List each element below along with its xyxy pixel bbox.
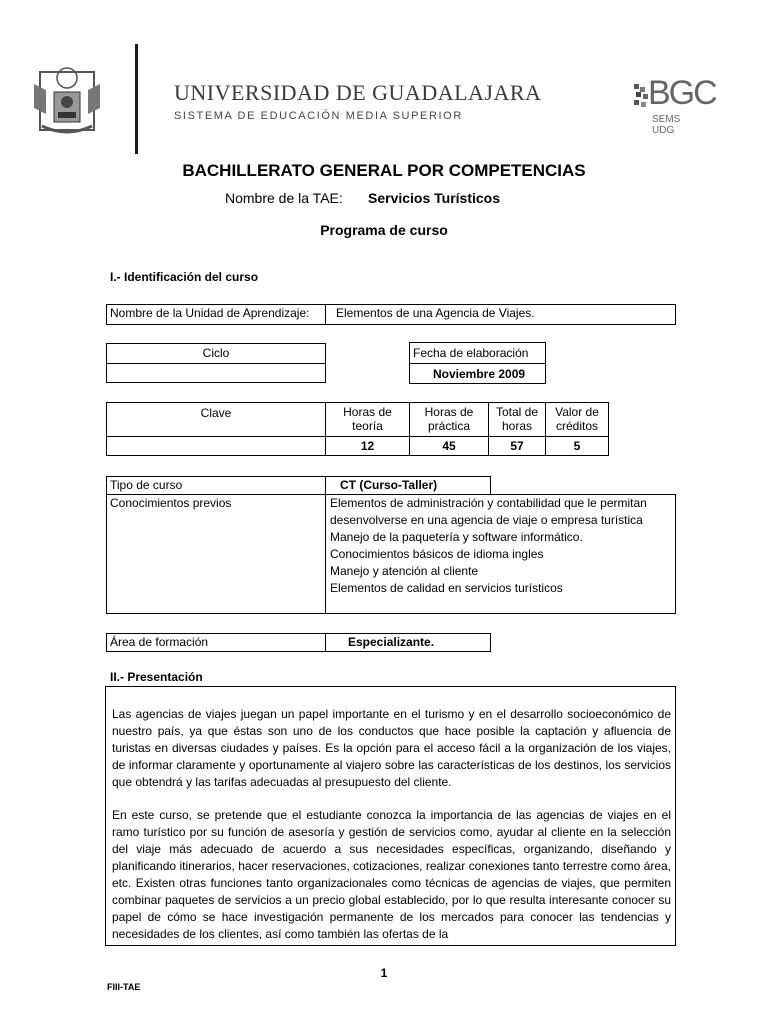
- area-label: Área de formación: [106, 633, 326, 652]
- section1-heading: I.- Identificación del curso: [110, 270, 259, 284]
- section2-heading: II.- Presentación: [110, 670, 203, 684]
- bgc-logo-sub: SEMS UDG: [652, 114, 681, 136]
- presentation-paragraph: Las agencias de viajes juegan un papel importante en el turismo y en el desarrollo socioeconómico de nuestro país, ya que éstas son uno de los conductos que hace posible la captación y afluencia de turistas en diversas ciudades y países. Es la opción para el acceso fácil a la organización de los viajes, de informar claramente y oportunamente al viajero sobre las características de los destinos, los servicios que obtendrá y las tarifas adecuadas al presupuesto del cliente.: [112, 707, 671, 789]
- document-title: BACHILLERATO GENERAL POR COMPETENCIAS: [182, 161, 586, 180]
- hours-value-total: 57: [488, 436, 546, 456]
- hours-value-practica: 45: [409, 436, 489, 456]
- prior-knowledge-item: Elementos de administración y contabilidad que le permitan: [330, 496, 647, 510]
- presentation-text: [105, 686, 676, 946]
- hours-header-teoria: Horas de teoría: [325, 402, 410, 437]
- cycle-label: Ciclo: [106, 343, 326, 364]
- prior-knowledge-item: Conocimientos básicos de idioma ingles: [330, 547, 544, 561]
- hours-header-total: Total de horas: [488, 402, 546, 437]
- date-label: Fecha de elaboración: [409, 342, 546, 364]
- course-type-label: Tipo de curso: [106, 476, 326, 495]
- prior-knowledge-item: desenvolverse en una agencia de viaje o empresa turística: [330, 513, 643, 527]
- system-name: SISTEMA DE EDUCACIÓN MEDIA SUPERIOR: [174, 110, 463, 122]
- bgc-logo-text: BGC: [648, 74, 716, 112]
- hours-header-creditos: Valor de créditos: [545, 402, 609, 437]
- cycle-value: [106, 363, 326, 383]
- page-number: 1: [380, 966, 388, 980]
- unit-label: Nombre de la Unidad de Aprendizaje:: [106, 304, 326, 325]
- course-type-value: CT (Curso-Taller): [325, 476, 491, 495]
- university-seal: [32, 64, 102, 136]
- hours-value-teoria: 12: [325, 436, 410, 456]
- hours-header-practica: Horas de práctica: [409, 402, 489, 437]
- university-name: UNIVERSIDAD DE GUADALAJARA: [174, 80, 542, 105]
- hours-header-clave: Clave: [106, 402, 326, 437]
- prior-knowledge-list: [325, 494, 676, 614]
- date-value: Noviembre 2009: [409, 363, 546, 384]
- area-value: Especializante.: [325, 633, 491, 652]
- tae-value: Servicios Turísticos: [368, 190, 501, 206]
- prior-knowledge-item: Manejo de la paquetería y software informático.: [330, 530, 583, 544]
- prior-knowledge-label: Conocimientos previos: [106, 494, 326, 614]
- prior-knowledge-item: Manejo y atención al cliente: [330, 564, 479, 578]
- tae-label: Nombre de la TAE:: [225, 190, 343, 206]
- hours-value-creditos: 5: [545, 436, 609, 456]
- program-title: Programa de curso: [320, 222, 448, 238]
- header-divider: [135, 44, 138, 154]
- hours-value-clave: [106, 436, 326, 456]
- prior-knowledge-item: Elementos de calidad en servicios turísticos: [330, 581, 563, 595]
- bgc-logo: [630, 74, 716, 136]
- footer-code: FIII-TAE: [107, 982, 141, 992]
- unit-value: Elementos de una Agencia de Viajes.: [325, 304, 676, 325]
- presentation-paragraph: En este curso, se pretende que el estudiante conozca la importancia de las agencias de viajes en el ramo turístico por su función de asesoría y gestión de servicios como, ayudar al cliente en la selección del viaje más adecuado de acuerdo a sus necesidades específicas, organizando, diseñando y planificando itinerarios, hacer reservaciones, cotizaciones, realizar conexiones tanto terrestre como área, etc. Existen otras funciones tanto organizacionales como técnicas de agencias de viajes, que permiten combinar paquetes de servicios a un precio global establecido, por lo que resulta interesante conocer su papel de cómo se hace investigación permanente de los mercados para conocer las tendencias y necesidades de los clientes, así como también las ofertas de la: [112, 808, 671, 941]
